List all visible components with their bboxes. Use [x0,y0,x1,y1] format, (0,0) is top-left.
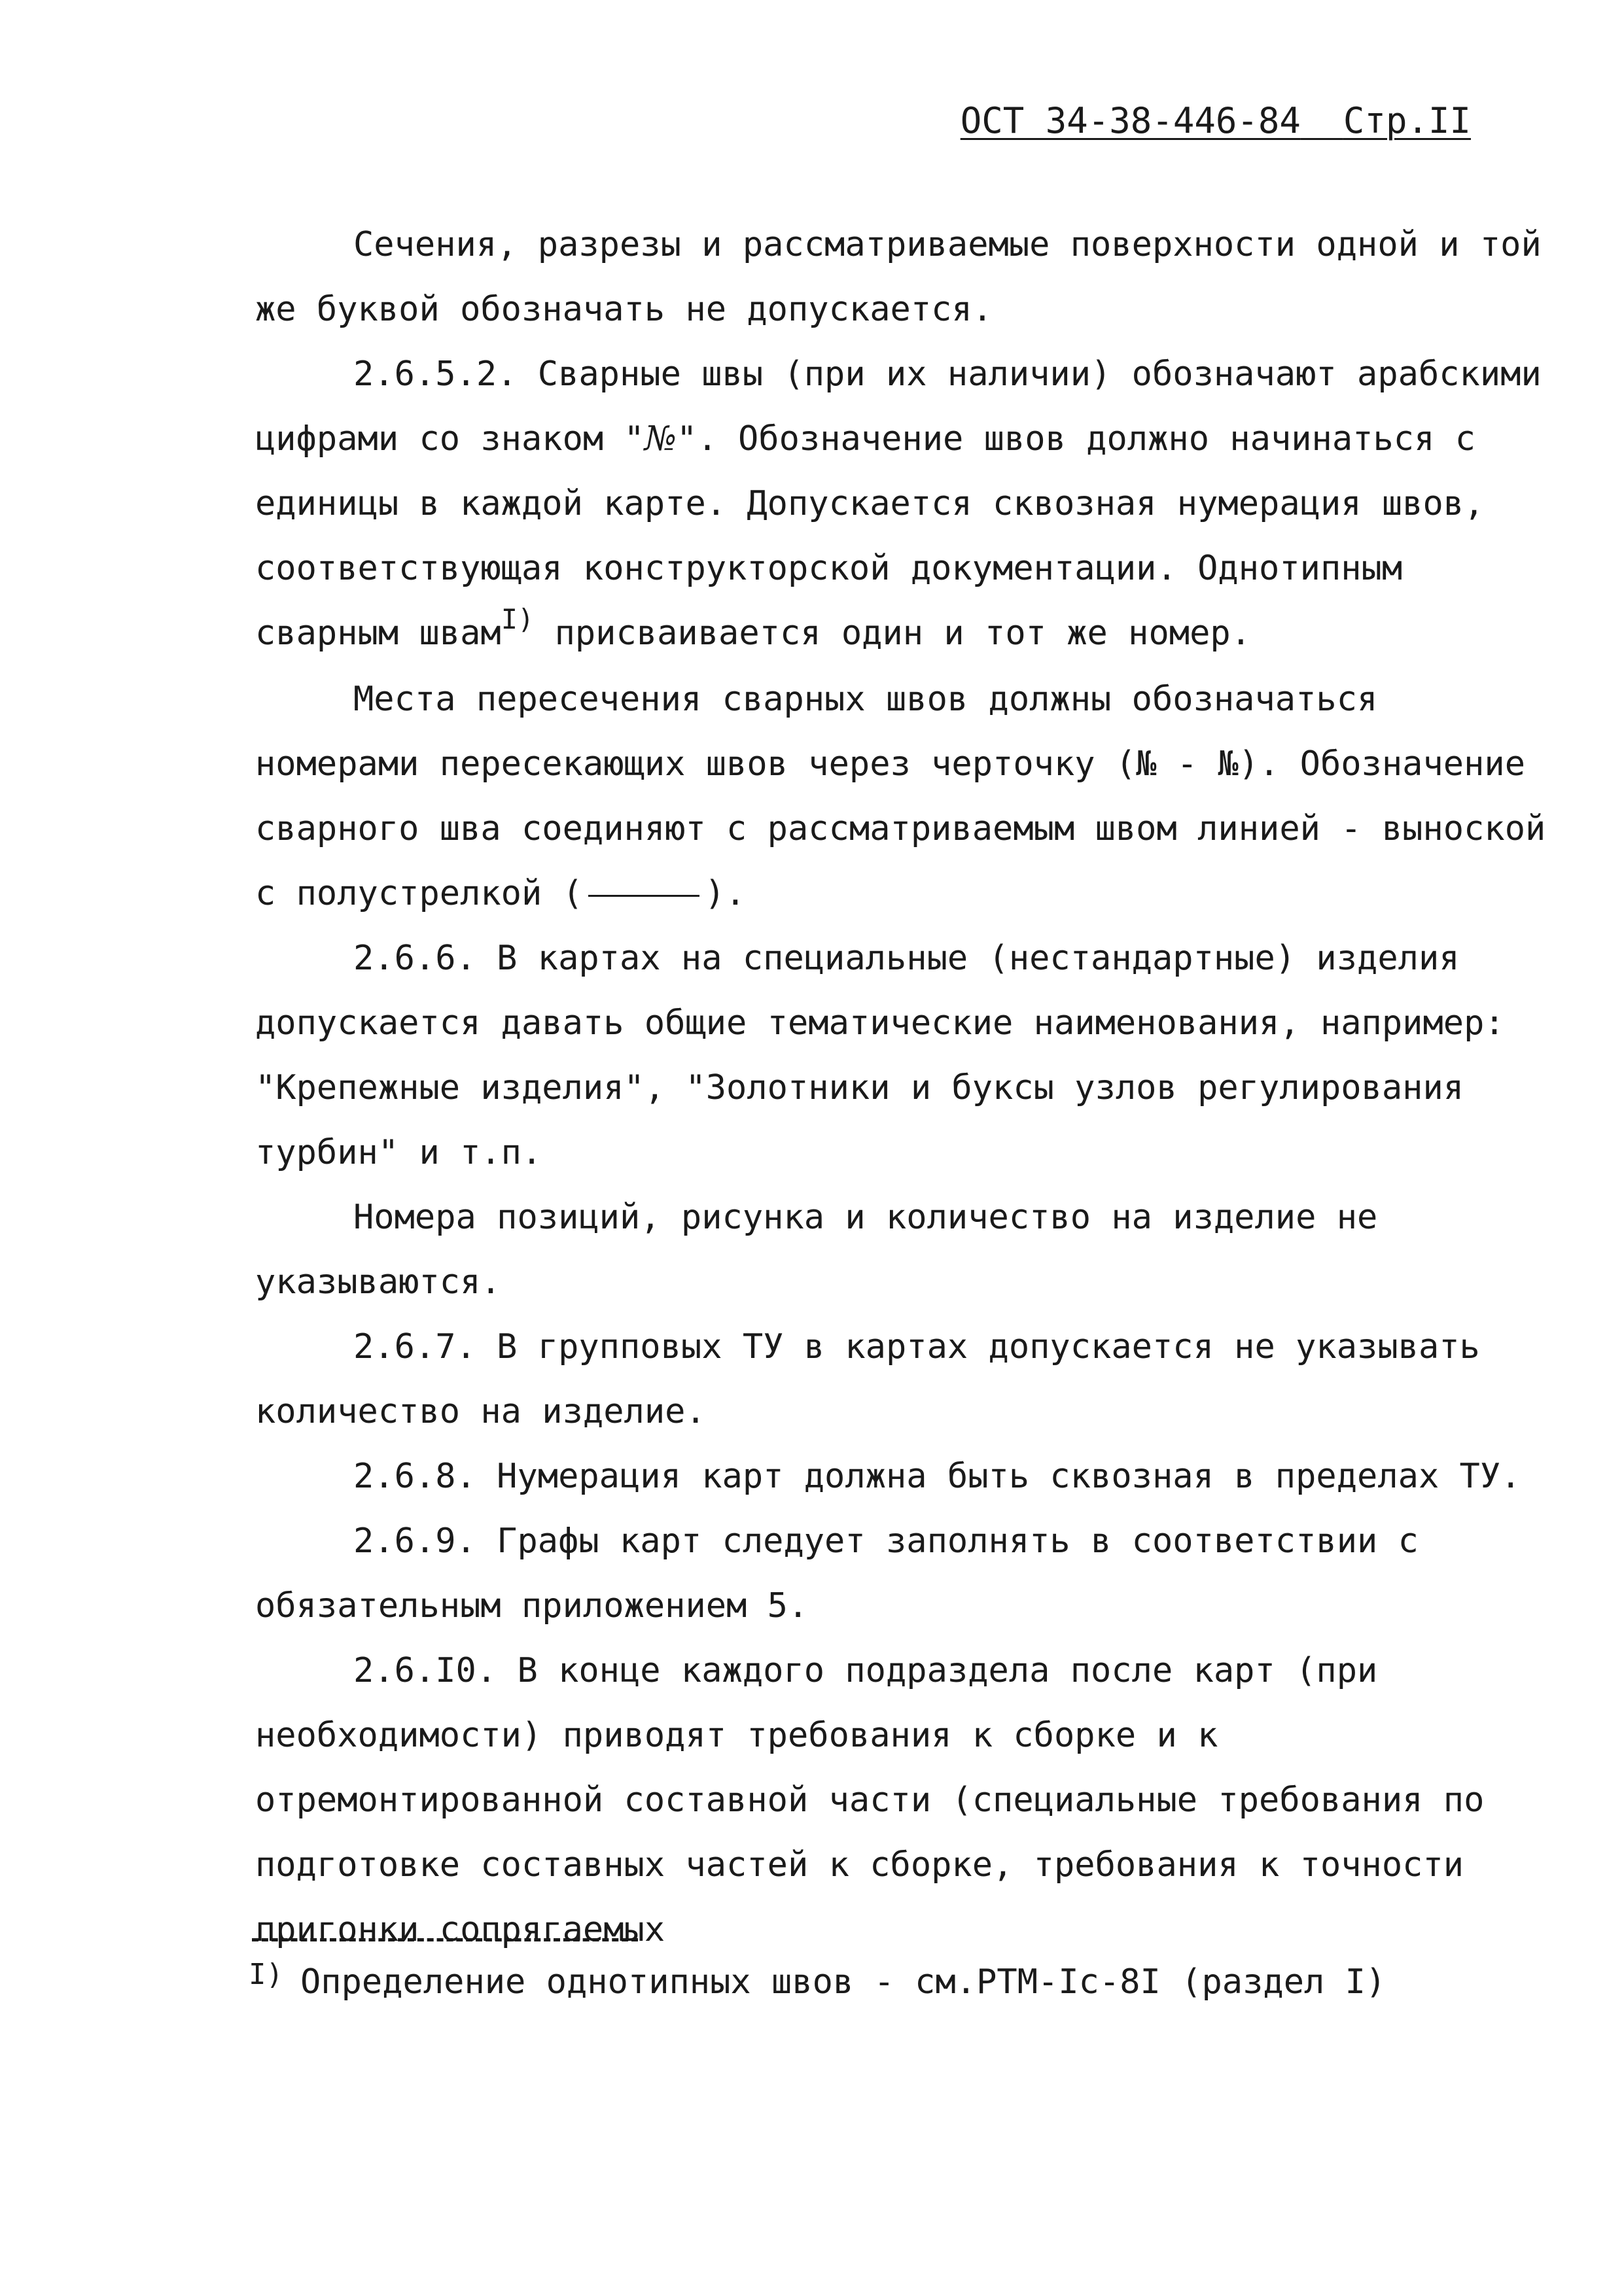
paragraph-2-6-8: 2.6.8. Нумерация карт должна быть сквозная в пределах ТУ. [353,1457,1521,1496]
paragraph-text: ). [704,874,746,913]
footnote [249,1956,1386,2010]
paragraph-2-6-6: 2.6.6. В картах на специальные (нестандартные) изделия допускается давать общие тематические наименования, например: "Крепежные изделия", "Золотники и буксы узлов регулирования турбин" и т.п. [255,939,1505,1172]
paragraph-sections-lettering: Сечения, разрезы и рассматриваемые поверхности одной и той же буквой обозначать не допускается. [255,225,1542,329]
paragraph-text: ". Обозначение швов должно начинаться с единицы в каждой карте. Допускается сквозная нумерация швов, соответствующая конструкторской документации. Однотипным сварным швам [255,419,1485,653]
leader-line-sample [588,895,699,897]
paragraph-2-6-7: 2.6.7. В групповых ТУ в картах допускается не указывать количество на изделие. [255,1327,1480,1431]
paragraph-text: 2.6.5.2. Сварные швы (при их наличии) обозначают арабскими цифрами со знаком " [255,355,1542,459]
paragraph-2-6-5-2 [255,342,1551,667]
paragraph-2-6-10: 2.6.I0. В конце каждого подраздела после карт (при необходимости) приводят требования к сборке и к отремонтированной составной части (специальные требования по подготовке составных частей к сборке, требования к точности пригонки сопрягаемых [255,1651,1485,1949]
page-header [961,98,1471,144]
paragraph-2-6-9: 2.6.9. Графы карт следует заполнять в соответствии с обязательным приложением 5. [255,1522,1419,1626]
paragraph-weld-intersections [255,667,1551,926]
footnote-separator [252,1938,638,1941]
footnote-mark: I) [249,1958,283,1991]
number-sign-icon: № [644,419,677,459]
document-body [255,213,1551,1962]
paragraph-position-numbers: Номера позиций, рисунка и количество на изделие не указываются. [255,1198,1378,1302]
page-number: Стр.II [1343,100,1471,141]
footnote-reference: I) [501,603,535,635]
document-reference: ОСТ 34-38-446-84 [960,100,1301,141]
paragraph-text: присваивается один и тот же номер. [534,614,1251,653]
footnote-text: Определение однотипных швов - см.РТМ-Iс-8I (раздел I) [300,1962,1386,2002]
paragraph-text: Места пересечения сварных швов должны обозначаться номерами пересекающих швов через черточку (№ - №). Обозначение сварного шва соединяют с рассматриваемым швом линией - выноской с полустрелкой ( [255,680,1546,913]
